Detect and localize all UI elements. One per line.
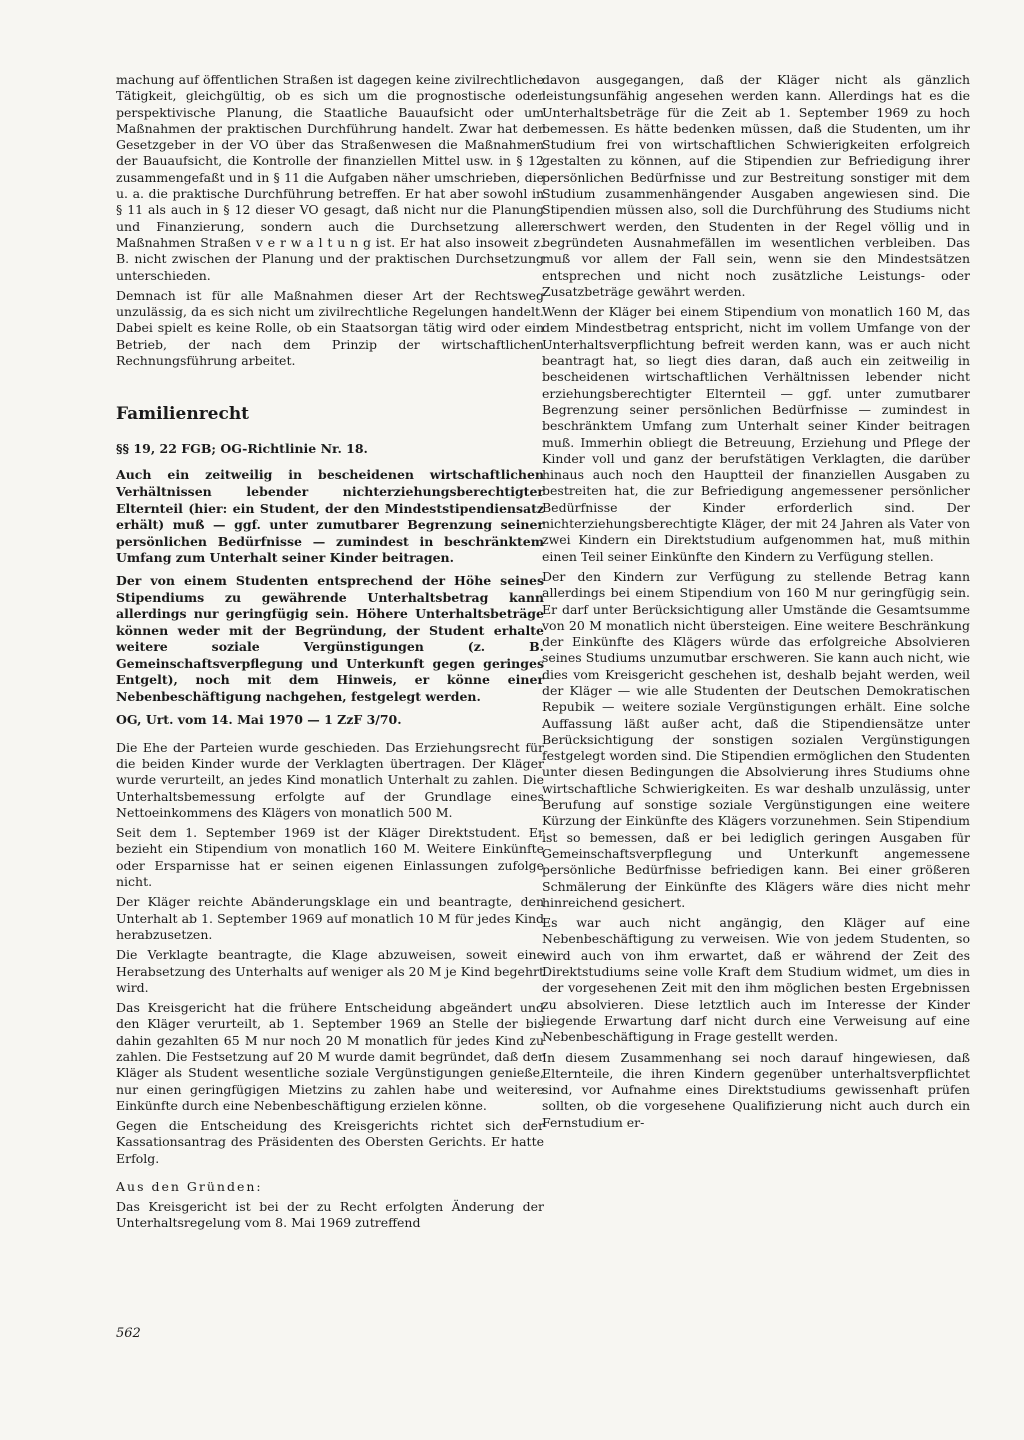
headnote-paragraph: Der von einem Studenten entsprechend der Höhe seines Stipendiums zu gewährende Unterhaltsbetrag kann allerdings nur geringfügig sein. Höhere Unterhaltsbeträge können weder mit der Begründung, der Student erhalte weitere soziale Vergünstigungen (z. B. Gemeinschaftsverpflegung und Unterkunft gegen geringes Entgelt), noch mit dem Hinweis, er könne einer Nebenbeschäftigung nachgehen, festgelegt werden. bbox=[116, 572, 544, 705]
right-column bbox=[542, 72, 970, 1135]
body-paragraph: In diesem Zusammenhang sei noch darauf hingewiesen, daß Elternteile, die ihren Kindern gegenüber unterhaltsverpflichtet sind, vor Aufnahme eines Direktstudiums gewissenhaft prüfen sollten, ob die vorgesehene Qualifizierung nicht auch durch ein Fernstudium er- bbox=[542, 1049, 970, 1130]
headnote-paragraph: Auch ein zeitweilig in bescheidenen wirtschaftlichen Verhältnissen lebender nichterziehungsberechtigter Elternteil (hier: ein Student, der den Mindeststipendiensatz erhält) muß — ggf. unter zumutbarer Begrenzung seiner persönlichen Bedürfnisse — zumindest in beschränktem Umfang zum Unterhalt seiner Kinder beitragen. bbox=[116, 467, 544, 566]
body-paragraph: Wenn der Kläger bei einem Stipendium von monatlich 160 M, das dem Mindestbetrag entspricht, nicht im vollem Umfange von der Unterhaltsverpflichtung befreit werden kann, was er auch nicht beantragt hat, so liegt dies daran, daß auch ein zeitweilig in bescheidenen wirtschaftlichen Verhältnissen lebender nicht erziehungsberechtigter Elternteil — ggf. unter zumutbarer Begrenzung seiner persönlichen Bedürfnisse — zumindest in beschränktem Umfang zum Unterhalt seiner Kinder beitragen muß. Immerhin obliegt die Betreuung, Erziehung und Pflege der Kinder voll und ganz der berufstätigen Verklagten, die darüber hinaus auch noch den Hauptteil der finanziellen Ausgaben zu bestreiten hat, die zur Befriedigung angemessener persönlicher Bedürfnisse der Kinder erforderlich sind. Der nichterziehungsberechtigte Kläger, der mit 24 Jahren als Vater von zwei Kindern ein Direktstudium aufgenommen hat, muß mithin einen Teil seiner Einkünfte den Kindern zu Verfügung stellen. bbox=[542, 304, 970, 564]
facts-paragraph: Seit dem 1. September 1969 ist der Kläger Direktstudent. Er bezieht ein Stipendium von monatlich 160 M. Weitere Einkünfte oder Ersparnisse hat er seinen eigenen Einlassungen zufolge nicht. bbox=[116, 825, 544, 890]
statute-citation: §§ 19, 22 FGB; OG-Richtlinie Nr. 18. bbox=[116, 441, 368, 457]
body-paragraph: Demnach ist für alle Maßnahmen dieser Art der Rechtsweg unzulässig, da es sich nicht um zivilrechtliche Regelungen handelt. Dabei spielt es keine Rolle, ob ein Staatsorgan tätig wird oder ein Betrieb, der nach dem Prinzip der wirtschaftlichen Rechnungsführung arbeitet. bbox=[116, 287, 544, 369]
body-paragraph: machung auf öffentlichen Straßen ist dagegen keine zivilrechtliche Tätigkeit, gleichgültig, ob es sich um die prognostische oder perspektivische Planung, die Staatliche Bauaufsicht oder um Maßnahmen der praktischen Durchführung handelt. Zwar hat der Gesetzgeber in der VO über das Straßenwesen die Maßnahmen der Bauaufsicht, die Kontrolle der finanziellen Mittel usw. in § 12 zusammengefaßt und in § 11 die Aufgaben näher umschrieben, die u. a. die praktische Durchführung betreffen. Er hat aber sowohl in § 11 als auch in § 12 dieser VO gesagt, daß nicht nur die Planung und Finanzierung, sondern auch die Durchsetzung aller Maßnahmen Straßen v e r w a l t u n g ist. Er hat also insoweit z. B. nicht zwischen der Planung und der praktischen Durchsetzung unterschieden. bbox=[116, 72, 544, 283]
facts-paragraph: Gegen die Entscheidung des Kreisgerichts richtet sich der Kassationsantrag des Präsidenten des Obersten Gerichts. Er hatte Erfolg. bbox=[116, 1118, 544, 1166]
facts-paragraph: Die Ehe der Parteien wurde geschieden. Das Erziehungsrecht für die beiden Kinder wurde der Verklagten übertragen. Der Kläger wurde verurteilt, an jedes Kind monatlich Unterhalt zu zahlen. Die Unterhaltsbemessung erfolgte auf der Grundlage eines Nettoeinkommens des Klägers von monatlich 500 M. bbox=[116, 739, 544, 820]
section-heading: Familienrecht bbox=[116, 404, 250, 425]
ruling-reference: OG, Urt. vom 14. Mai 1970 — 1 ZzF 3/70. bbox=[116, 711, 402, 727]
body-paragraph: davon ausgegangen, daß der Kläger nicht als gänzlich leistungsunfähig angesehen werden kann. Allerdings hat es die Unterhaltsbeträge für die Zeit ab 1. September 1969 zu hoch bemessen. Es hätte bedenken müssen, daß die Studenten, um ihr Studium frei von wirtschaftlichen Schwierigkeiten erfolgreich gestalten zu können, auf die Stipendien zur Befriedigung ihrer persönlichen Bedürfnisse und zur Bestreitung sonstiger mit dem Studium zusammenhängender Ausgaben angewiesen sind. Die Stipendien müssen also, soll die Durchführung des Studiums nicht erschwert werden, den Studenten in der Regel völlig und in begründeten Ausnahmefällen im wesentlichen verbleiben. Das muß vor allem der Fall sein, wenn sie den Mindestsätzen entsprechen und nicht noch zusätzliche Leistungs- oder Zusatzbeträge gewährt werden. bbox=[542, 72, 970, 299]
body-paragraph: Es war auch nicht angängig, den Kläger auf eine Nebenbeschäftigung zu verweisen. Wie von jedem Studenten, so wird auch von ihm erwartet, daß er während der Zeit des Direktstudiums seine volle Kraft dem Studium widmet, um dies in der vorgesehenen Zeit mit den ihm möglichen besten Ergebnissen zu absolvieren. Diese letztlich auch im Interesse der Kinder liegende Erwartung darf nicht durch eine Verweisung auf eine Nebenbeschäftigung in Frage gestellt werden. bbox=[542, 915, 970, 1045]
reasons-paragraph: Das Kreisgericht ist bei der zu Recht erfolgten Änderung der Unterhaltsregelung vom 8. Mai 1969 zutreffend bbox=[116, 1199, 544, 1231]
facts-paragraph: Das Kreisgericht hat die frühere Entscheidung abgeändert und den Kläger verurteilt, ab 1. September 1969 an Stelle der bis dahin gezahlten 65 M nur noch 20 M monatlich für jedes Kind zu zahlen. Die Festsetzung auf 20 M wurde damit begründet, daß der Kläger als Student wesentliche soziale Vergünstigungen genieße, nur einen geringfügigen Mietzins zu zahlen habe und weitere Einkünfte durch eine Nebenbeschäftigung erzielen könne. bbox=[116, 1000, 544, 1113]
facts-paragraph: Der Kläger reichte Abänderungsklage ein und beantragte, den Unterhalt ab 1. September 1969 auf monatlich 10 M für jedes Kind herabzusetzen. bbox=[116, 894, 544, 942]
reasons-heading: Aus den Gründen: bbox=[116, 1179, 263, 1195]
facts-paragraph: Die Verklagte beantragte, die Klage abzuweisen, soweit eine Herabsetzung des Unterhalts auf weniger als 20 M je Kind begehrt wird. bbox=[116, 947, 544, 995]
left-column bbox=[116, 72, 544, 1236]
page-number: 562 bbox=[116, 1326, 141, 1341]
body-paragraph: Der den Kindern zur Verfügung zu stellende Betrag kann allerdings bei einem Stipendium von 160 M nur geringfügig sein. Er darf unter Berücksichtigung aller Umstände die Gesamtsumme von 20 M monatlich nicht übersteigen. Eine weitere Beschränkung der Einkünfte des Klägers würde das erfolgreiche Absolvieren seines Studiums unzumutbar erschweren. Sie kann auch nicht, wie dies vom Kreisgericht geschehen ist, deshalb bejaht werden, weil der Kläger — wie alle Studenten der Deutschen Demokratischen Repubik — weitere soziale Vergünstigungen erhält. Eine solche Auffassung läßt außer acht, daß die Stipendiensätze unter Berücksichtigung der sonstigen sozialen Vergünstigungen festgelegt worden sind. Die Stipendien ermöglichen den Studenten unter diesen Bedingungen die Absolvierung ihres Studiums ohne wirtschaftliche Schwierigkeiten. Es war deshalb unzulässig, unter Berufung auf sonstige soziale Vergünstigungen eine weitere Kürzung der Einkünfte des Klägers vorzunehmen. Sein Stipendium ist so bemessen, daß er bei lediglich geringen Ausgaben für Gemeinschaftsverpflegung und Unterkunft angemessene persönliche Bedürfnisse befriedigen kann. Bei einer größeren Schmälerung der Einkünfte des Klägers wäre dies nicht mehr hinreichend gesichert. bbox=[542, 568, 970, 910]
